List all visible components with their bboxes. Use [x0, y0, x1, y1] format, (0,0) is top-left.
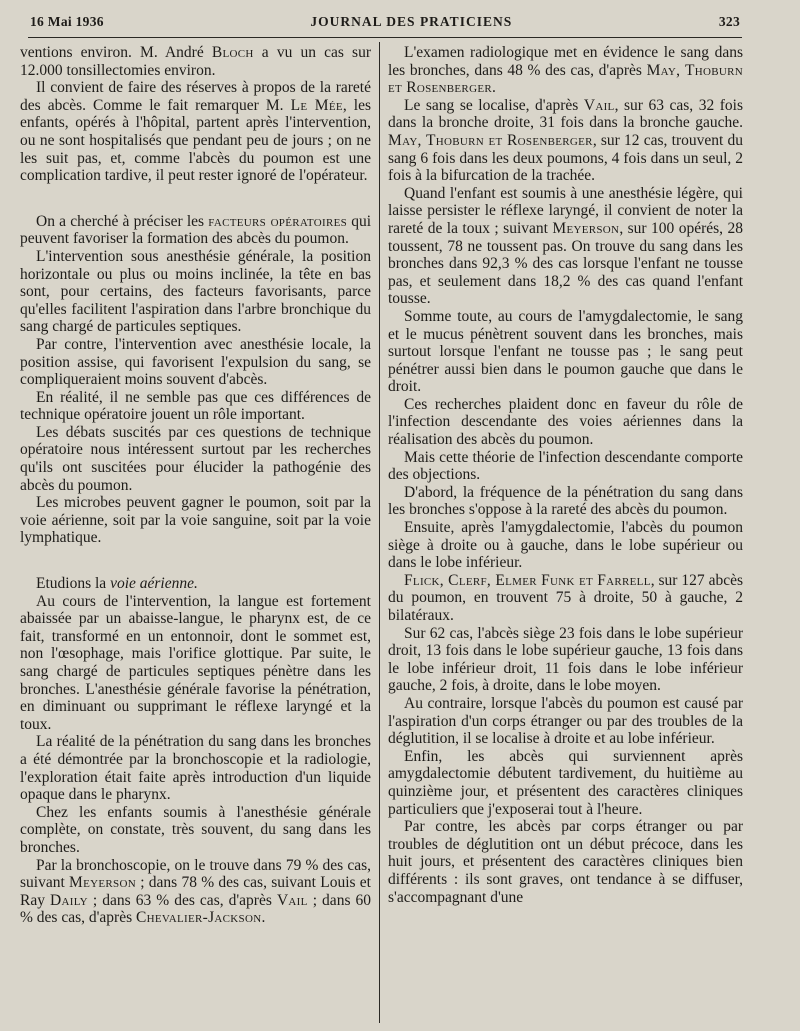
paragraph: Il convient de faire des réserves à propos de la rareté des abcès. Comme le fait remarquer M. Le Mée, les enfants, opérés à l'hôpital, partent après l'intervention, ou ne sont hospitalisés que pendant peu de jours ; on ne les suit pas, et, comme l'abcès du poumon est une complication tardive, il peut rester ignoré de l'opérateur. [20, 79, 372, 185]
right-column [388, 44, 743, 1021]
paragraph: Sur 62 cas, l'abcès siège 23 fois dans le lobe supérieur droit, 13 fois dans le lobe supérieur gauche, 13 fois dans le lobe inférieur droit, 11 fois dans le lobe inférieur gauche, 2 fois, à droite, dans le lobe moyen. [388, 624, 743, 695]
paragraph: La réalité de la pénétration du sang dans les bronches a été démontrée par la bronchoscopie et la radiologie, l'exploration était faite après introduction d'un liquide opaque dans le pharynx. [20, 733, 371, 804]
section-keyword: voie aérienne. [110, 575, 198, 593]
paragraph: En réalité, il ne semble pas que ces différences de technique opératoire jouent un rôle important. [20, 388, 371, 424]
paragraph: Les débats suscités par ces questions de technique opératoire nous intéressent surtout par les recherches qu'ils ont suscitées pour élucider la pathogénie des abcès du poumon. [20, 423, 371, 494]
column-divider [379, 42, 380, 1023]
paragraph: Ensuite, après l'amygdalectomie, l'abcès du poumon siège à droite ou à gauche, dans le lobe supérieur ou dans le lobe inférieur. [388, 519, 743, 572]
author-name: May, Thoburn et Rosenberger [388, 131, 593, 149]
paragraph: Somme toute, au cours de l'amygdalectomie, le sang et le mucus pénètrent souvent dans les bronches, mais surtout lorsque l'enfant ne tousse pas ; le sang peut pénétrer aussi bien dans le poumon gauche que dans le droit. [388, 307, 743, 396]
paragraph: Etudions la voie aérienne. [36, 575, 198, 593]
paragraph: Quand l'enfant est soumis à une anesthésie légère, qui laisse persister le réflexe laryngé, il convient de noter la rareté de la toux ; suivant Meyerson, sur 100 opérés, 28 toussent, 78 ne toussent pas. On trouve du sang dans les bronches dans 92,3 % des cas lorsque l'enfant ne tousse pas, et seulement dans 18,2 % des cas quand l'enfant tousse. [388, 184, 743, 308]
author-name: Meyerson [69, 874, 136, 892]
author-name: Bloch [211, 44, 254, 61]
paragraph: On a cherché à préciser les facteurs opératoires qui peuvent favoriser la formation des abcès du poumon. [20, 212, 372, 248]
paragraph: ventions environ. M. André Bloch a vu un cas sur 12.000 tonsillectomies environ. [20, 44, 371, 79]
author-name: Le Mée [290, 96, 343, 114]
paragraph: Les microbes peuvent gagner le poumon, soit par la voie aérienne, soit par la voie sanguine, soit par la voie lymphatique. [20, 494, 371, 547]
paragraph: Par contre, l'intervention avec anesthésie locale, la position assise, qui favorisent l'expulsion du sang, se compliqueraient moins souvent d'abcès. [20, 335, 371, 389]
paragraph: Mais cette théorie de l'infection descendante comporte des objections. [388, 448, 743, 484]
header-page-number: 323 [718, 14, 740, 29]
paragraph: L'examen radiologique met en évidence le sang dans les bronches, dans 48 % des cas, d'après May, Thoburn et Rosenberger. [388, 44, 743, 97]
page-header [30, 14, 740, 38]
paragraph: Par la bronchoscopie, on le trouve dans 79 % des cas, suivant Meyerson ; dans 78 % des cas, suivant Louis et Ray Daily ; dans 63 % des cas, d'après Vail ; dans 60 % des cas, d'après Chevalier-Jackson. [20, 856, 372, 927]
header-date: 16 Mai 1936 [30, 14, 104, 29]
paragraph: Enfin, les abcès qui surviennent après amygdalectomie débutent tardivement, du huitième au quinzième jour, et présentent des caractères cliniques particuliers que j'exposerai tout à l'heure. [388, 747, 743, 818]
author-name: Vail [583, 96, 615, 114]
paragraph: Au cours de l'intervention, la langue est fortement abaissée par un abaisse-langue, le pharynx est, de ce fait, transformé en un entonnoir, dont le sommet est, non l'œsophage, mais l'orifice glottique. Par suite, le sang chargé de particules septiques pénètre dans les bronches. L'anesthésie générale favorise la pénétration, en diminuant ou supprimant le réflexe laryngé et la toux. [20, 592, 371, 733]
author-name: May, Thoburn et Rosenberger [388, 61, 743, 97]
paragraph: Ces recherches plaident donc en faveur du rôle de l'infection descendante des voies aériennes dans la réalisation des abcès du poumon. [388, 395, 743, 449]
paragraph: Au contraire, lorsque l'abcès du poumon est causé par l'aspiration d'un corps étranger ou par des troubles de la déglutition, il se localise à droite et au lobe inférieur. [388, 694, 743, 748]
author-name: Chevalier-Jackson [136, 909, 262, 927]
author-name: Meyerson [552, 219, 620, 237]
left-column [20, 44, 371, 1021]
paragraph: L'intervention sous anesthésie générale, la position horizontale ou plus ou moins inclinée, la tête en bas sont, pour certains, des facteurs favorisants, parce qu'elles facilitent l'aspiration dans l'arbre bronchique du sang chargé de particules septiques. [20, 247, 371, 336]
header-rule [28, 37, 742, 38]
author-name: Daily [50, 891, 88, 909]
author-name: Flick, Clerf, Elmer Funk et Farrell [404, 571, 651, 589]
paragraph: D'abord, la fréquence de la pénétration du sang dans les bronches s'oppose à la rareté des abcès du poumon. [388, 483, 743, 519]
paragraph: Flick, Clerf, Elmer Funk et Farrell, sur 127 abcès du poumon, en trouvent 75 à droite, 50 à gauche, 2 bilatéraux. [388, 571, 743, 624]
paragraph: Le sang se localise, d'après Vail, sur 63 cas, 32 fois dans la bronche droite, 31 fois dans la bronche gauche. May, Thoburn et Rosenberger, sur 12 cas, trouvent du sang 6 fois dans les deux poumons, 4 fois dans un seul, 2 fois à la bifurcation de la trachée. [388, 96, 744, 185]
paragraph: Chez les enfants soumis à l'anesthésie générale complète, on constate, très souvent, du sang dans les bronches. [20, 803, 371, 856]
header-journal-title: JOURNAL DES PRATICIENS [310, 14, 513, 29]
paragraph: Par contre, les abcès par corps étranger ou par troubles de déglutition ont un début précoce, dans les huit jours, et présentent des caractères cliniques bien différents : ils sont graves, ont tendance à se diffuser, s'accompagnant d'une [388, 818, 743, 906]
section-keyword: facteurs opératoires [208, 212, 348, 230]
author-name: Vail [276, 891, 308, 909]
